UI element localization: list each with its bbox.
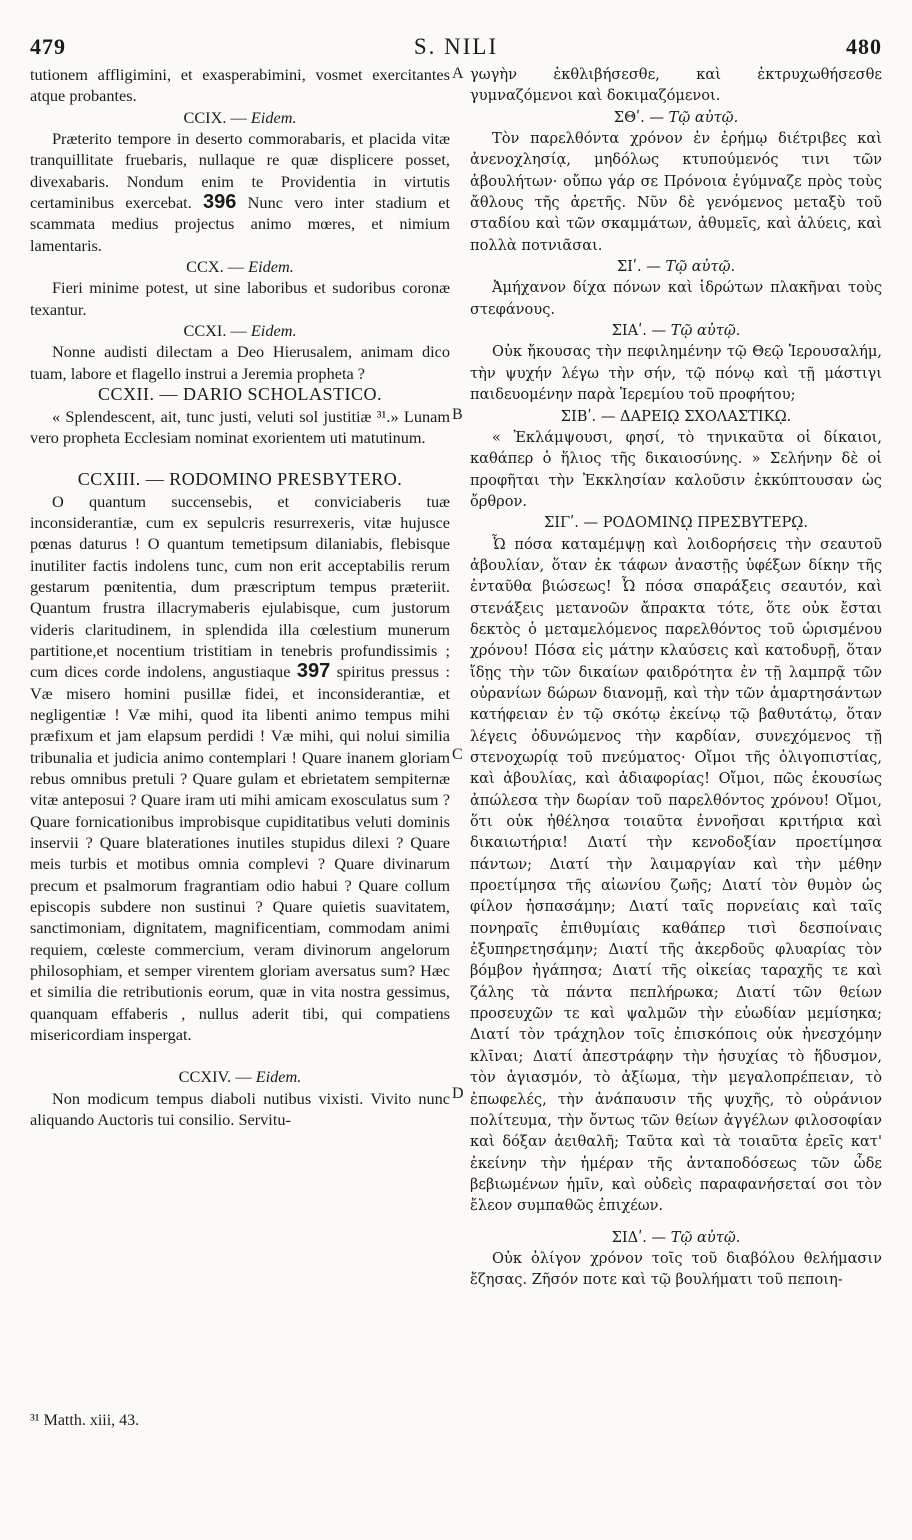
greek-heading-210 — [470, 256, 882, 277]
latin-heading-210-sep: — — [223, 257, 249, 277]
latin-heading-214-sep: — — [231, 1067, 256, 1087]
greek-column — [470, 64, 882, 1291]
running-title: S. NILI — [413, 34, 499, 59]
greek-heading-211-num: ΣΙΑʹ. — [611, 322, 647, 340]
latin-letter-213 — [30, 491, 450, 1046]
greek-heading-211 — [470, 320, 882, 341]
latin-heading-209-sep: — — [226, 107, 251, 127]
greek-heading-210-num: ΣΙʹ. — [616, 258, 642, 276]
greek-heading-213: ΣΙΓʹ. — ΡΟΔΟΜΙΝῼ ΠΡΕΣΒΥΤΕΡῼ. — [543, 514, 809, 532]
latin-heading-213: CCXIII. — RODOMINO PRESBYTERO. — [77, 469, 403, 490]
footnote: ³¹ Matth. xiii, 43. — [30, 1412, 140, 1429]
greek-heading-209-sep: — — [644, 108, 669, 126]
greek-letter-209: Τὸν παρελθόντα χρόνον ἐν ἐρήμῳ διέτριβες καὶ ἀνενοχλησίᾳ, μηδόλως κτυπούμενός τινι τῶν ἀβουλήτων· οὔπω γάρ σε Πρόνοια ἐγύμναζε πρὸς τοὺς ἄθλους τῆς ἀρετῆς. Νῦν δὲ γενόμενος μεταξὺ τοῦ σταδίου καὶ τῶν σκαμμάτων, ἀθυμεῖς, καὶ ἀλύεις, καὶ πολλὰ ποτνιᾶσαι. — [470, 130, 882, 254]
latin-heading-211-sep: — — [226, 321, 251, 341]
margin-letter-c: C — [452, 746, 463, 763]
latin-heading-211-to: Eidem. — [250, 321, 297, 341]
greek-letter-214: Οὐκ ὀλίγον χρόνον τοῖς τοῦ διαβόλου θελήμασιν ἔζησας. Ζῆσόν ποτε καὶ τῷ βουλήματι τοῦ πεποιη- — [470, 1249, 882, 1289]
column-number-396: 396 — [203, 191, 237, 214]
latin-letter-211: Nonne audisti dilectam a Deo Hierusalem, animam dico tuam, labore et flagello instrui a Jeremia propheta ? — [30, 342, 450, 383]
greek-letter-210: Ἀμήχανον δίχα πόνων καὶ ἱδρώτων πλακῆναι τοὺς στεφάνους. — [470, 279, 882, 318]
latin-heading-210-to: Eidem. — [248, 257, 294, 277]
margin-letter-a: A — [452, 65, 464, 82]
greek-heading-210-sep: — — [641, 258, 666, 276]
margin-letter-d: D — [452, 1085, 464, 1102]
greek-heading-211-to: Τῷ αὐτῷ. — [670, 322, 741, 340]
greek-letter-213: Ὦ πόσα καταμέμψῃ καὶ λοιδορήσεις τὴν σεαυτοῦ ἀβουλίαν, ὅταν ἐκ τάφων ἀναστῇς ὑφέξων δίκην τῆς ἐνταῦθα βιώσεως! Ὦ πόσα σπαράξεις σεαυτόν, καὶ στενάξεις μετανοῶν ἄπρακτα τότε, ὅτε οὐκ ἔσται δεκτὸς ὁ μεταμελόμενος παρελθόντος τοῦ ὡρισμένου χρόνου! Πόσα εἰς μάτην κλαύσεις καὶ κατοδυρῇ, ὅταν ἴδῃς τὴν τῶν δικαίων φαιδρότητα ἐν τῇ λαμπρᾷ τῶν οὐρανίων δώρων διανομῇ, καὶ τὴν τῶν ἁμαρτησάντων κατήφειαν ἐν τῷ σκότῳ ἐκείνῳ τῷ βαθυτάτῳ, ὅταν λέγεις ὀδυνώμενος τὴν καρδίαν, συνεχόμενος τῇ στενοχωρίᾳ τοῦ πνεύματος· Οἴμοι τῆς ὀλιγοπιστίας, καὶ ἀβουλίας, καὶ ἀδιαφορίας! Οἴμοι, πῶς ἑκουσίως ἀπώλεσα τὴν δωρίαν τοῦ παρελθόντος χρόνου! Οἴμοι, ὅτι οὐκ ἠθέλησα τοιαῦτα ἐννοῆσαι κριτήρια καὶ δικαιωτήρια! Διατί τὴν κενοδοξίαν προετίμησα πάντων; Διατί τὴν λαιμαργίαν καὶ τὴν μέθην προετίμησα τῆς αἰωνίου ζωῆς; Διατί τὸν θυμὸν ὡς φίλον ἠσπασάμην; Διατί ταῖς πορνείαις καὶ ταῖς πονηραῖς ἐπιθυμίαις καθάπερ τισὶ δεσποίναις ἐξυπηρετησάμην; Διατί τῆς ἀκερδοῦς φλυαρίας τὸν βόμβον ἠγάπησα; Διατί τῆς οἰκείας ταραχῆς τε καὶ ζάλης τὰ πάντα πεπλήρωκα; Διατί τῶν θείων προσευχῶν τε καὶ ψαλμῶν τὴν εὐωδίαν μεμίσηκα; Διατί τὸν τράχηλον τοῖς ἐπισκόποις οὐκ ἠνεσχόμην κλῖναι; Διατί ἀπεστράφην τὴν ἡσυχίας τὸ ἥδυσμον, τὸν ἁγιασμόν, τὸ ἀξίωμα, τὴν μεγαλοπρέπειαν, τὸ ἐπωφελές, τὴν ἀνάπαυσιν τῆς ψυχῆς, τὸ οὐράνιον πολίτευμα, τὴν ὄντως τῶν θείων ἀγγέλων φιλοσοφίαν καὶ δόξαν ἀειθαλῆ; Ταῦτα καὶ τὰ τοιαῦτα ἐρεῖς κατ' ἐκείνην τὴν ἡμέραν τῆς ἀνταποδόσεως τῶν ὧδε βεβιωμένων ἡμῖν, καὶ οὐδεὶς παραφανήσεταί σοι τὸν ἔλεον συμπαθῶς ἐπιχέων. — [470, 535, 882, 1215]
page-header — [30, 34, 882, 64]
column-number-397: 397 — [296, 660, 331, 683]
greek-heading-214-to: Τῷ αὐτῷ. — [670, 1228, 741, 1246]
greek-letter-211: Οὐκ ἤκουσας τὴν πεφιλημένην τῷ Θεῷ Ἱερουσαλήμ, τὴν ψυχήν λέγω τὴν σήν, τῷ πόνῳ καὶ τῇ μάστιγι παιδευομένην παρὰ Ἱερεμίου τοῦ προφήτου; — [470, 343, 882, 404]
latin-letter-209 — [30, 128, 450, 256]
latin-heading-214-to: Eidem. — [255, 1067, 302, 1087]
greek-heading-214 — [470, 1227, 882, 1248]
latin-letter-209-b: Nunc vero inter stadium et scammata medius projectus animo mœres, et nimium lamentaris. — [30, 193, 451, 255]
greek-intro: γωγὴν ἐκθλιβήσεσθε, καὶ ἐκτρυχωθήσεσθε γυμναζόμενοι καὶ δοκιμαζόμενοι. — [470, 66, 882, 105]
greek-heading-209-to: Τῷ αὐτῷ. — [668, 108, 739, 126]
greek-heading-214-sep: — — [646, 1228, 671, 1246]
greek-heading-211-sep: — — [646, 322, 671, 340]
page-number-left: 479 — [30, 34, 66, 59]
latin-heading-211 — [30, 320, 450, 341]
latin-heading-209-num: CCIX. — [183, 107, 227, 127]
latin-letter-213-a: O quantum succensebis, et conviciaberis tuæ inconsiderantiæ, cum ex sepulcris resurrexeris, vitæ hujusce pœnas daturus ! O quantum temetipsum dilaniabis, flebisque inutiliter factis indolens tunc, cum non erit acceptabilis rerum gestarum pœnitentia, dum præscriptum tempus præteriit. Quantum frustra illacrymaberis ejulabisque, cum justorum videris claritudinem, in splendida illa cœlestium munerum partitione,et nocentium tristitiam in tenebris profundissimis ; cum dices corde indolens, angustiaque — [30, 491, 450, 682]
latin-heading-212: CCXII. — DARIO SCHOLASTICO. — [97, 384, 382, 405]
latin-heading-210 — [30, 256, 450, 277]
latin-heading-211-num: CCXI. — [183, 321, 227, 341]
greek-heading-214-num: ΣΙΔʹ. — [611, 1228, 647, 1246]
latin-letter-210: Fieri minime potest, ut sine laboribus et sudoribus coronæ texantur. — [30, 278, 450, 319]
latin-intro: tutionem affligimini, et exasperabimini, vosmet exercitantes atque probantes. — [30, 65, 450, 106]
latin-letter-209-a: Præterito tempore in deserto commorabaris, et placida vitæ tranquillitate fruebaris, nullaque re quæ displicere posset, divexabaris. Nondum enim te Providentia in virtutis certaminibus exercebat. — [30, 129, 450, 213]
latin-letter-212: « Splendescent, ait, tunc justi, veluti sol justitiæ ³¹.» Lunam vero propheta Ecclesiam nominat exorientem uti matutinum. — [30, 406, 450, 447]
margin-letter-b: B — [452, 406, 463, 423]
latin-letter-214: Non modicum tempus diaboli nutibus vixisti. Vivito nunc aliquando Auctoris tui consilio. Servitu- — [30, 1088, 450, 1130]
latin-heading-209 — [30, 107, 450, 128]
greek-heading-209-num: ΣΘʹ. — [613, 108, 645, 126]
page-number-right: 480 — [846, 34, 882, 59]
greek-heading-210-to: Τῷ αὐτῷ. — [665, 258, 736, 276]
latin-column — [30, 64, 450, 1131]
latin-heading-210-num: CCX. — [186, 257, 224, 277]
greek-letter-212: « Ἐκλάμψουσι, φησί, τὸ τηνικαῦτα οἱ δίκαιοι, καθάπερ ὁ ἥλιος τῆς δικαιοσύνης. » Σελήνην δὲ οἱ προφῆται τὴν Ἐκκλησίαν καλοῦσιν ἐκκύπτουσαν ὡς ὄρθρον. — [470, 428, 882, 510]
greek-heading-209 — [470, 107, 882, 128]
latin-heading-214 — [30, 1066, 450, 1087]
latin-letter-213-b: spiritus pressus : Væ misero homini pusillæ fidei, et inconsiderantiæ, et negligentiæ ! Væ mihi, quod ita libenti animo tempus mihi præfixum et jam elapsum perdidi ! Væ mihi, qui nolui similia tribunalia et judicia animo contemplari ! Quare inanem gloriam rebus omnibus pretuli ? Quare gulam et ebrietatem sempiternæ vitæ anteposui ? Quare iram uti mihi amicam exosculatus sum ? Quare fornicationibus improbisque cupiditatibus veluti dominis inservii ? Quare blaterationes inutiles stupidus dilexi ? Quare meis turbis et motibus omnia complevi ? Quare divinarum precum et psalmorum fragrantiam odio habui ? Quare collum episcopis subdere non sustinui ? Quare quietis suavitatem, sanctimoniam, dignitatem, magnificentiam, commodam animi requiem, cœleste commercium, veram divinorum angelorum philosophiam, et semper virentem gloriam aversatus sum? Hæc et similia die retributionis eorum, quæ in vita nostra gessimus, quanquam effaberis , nullus aderit tibi, qui compatiens misericordiam inspergat. — [30, 662, 450, 1045]
latin-heading-214-num: CCXIV. — [178, 1067, 232, 1087]
greek-heading-212: ΣΙΒʹ. — ΔΑΡΕΙῼ ΣΧΟΛΑΣΤΙΚῼ. — [560, 407, 792, 425]
latin-heading-209-to: Eidem. — [250, 107, 297, 127]
